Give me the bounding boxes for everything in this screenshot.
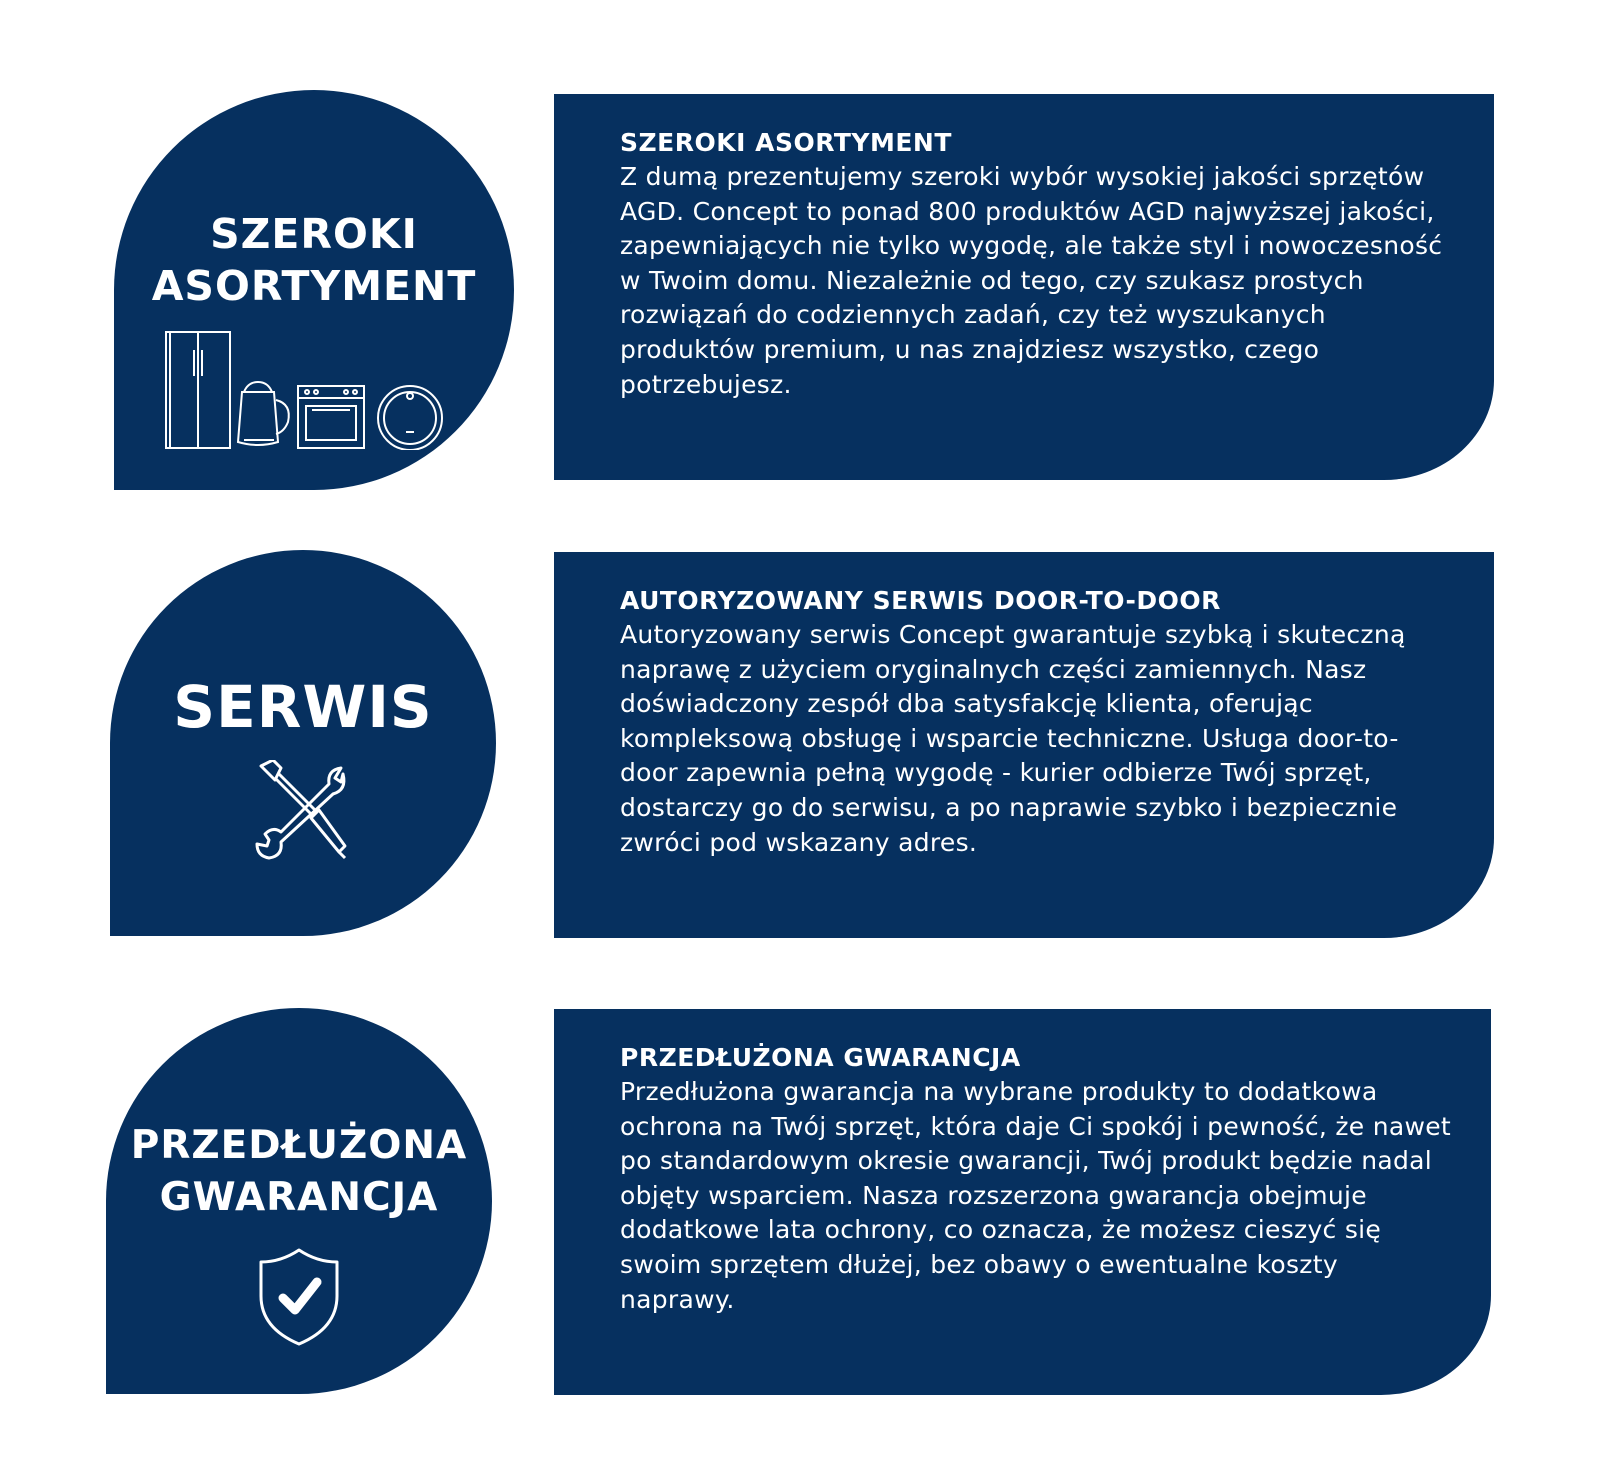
tools-icon [253,760,353,860]
info-panel-assortment [554,94,1494,480]
panel-heading: SZEROKI ASORTYMENT [620,128,952,157]
shield-check-icon [259,1248,339,1346]
panel-text: Z dumą prezentujemy szeroki wybór wysokiej jakości sprzętów AGD. Concept to ponad 800 produktów AGD najwyższej jakości, zapewniających nie tylko wygodę, ale także styl i nowoczesność w Twoim domu. Niezależnie od tego, czy szukasz prostych rozwiązań do codziennych zadań, czy też wyszukanych produktów premium, u nas znajdziesz wszystko, czego potrzebujesz. [620,162,1443,399]
badge-service [110,550,496,936]
info-panel-warranty [554,1009,1491,1395]
appliances-icon [164,330,454,450]
info-panel-service [554,552,1494,938]
panel-text: Autoryzowany serwis Concept gwarantuje szybką i skuteczną naprawę z użyciem oryginalnych części zamiennych. Nasz doświadczony zespół dba satysfakcję klienta, oferując kompleksową obsługę i wsparcie techniczne. Usługa door-to-door zapewnia pełną wygodę - kurier odbierze Twój sprzęt, dostarczy go do serwisu, a po naprawie szybko i bezpiecznie zwróci pod wskazany adres. [620,620,1406,857]
badge-title: SERWIS [173,673,433,741]
badge-title: SZEROKI ASORTYMENT [151,210,477,310]
panel-heading: AUTORYZOWANY SERWIS DOOR-TO-DOOR [620,586,1221,615]
badge-warranty [106,1008,492,1394]
badge-title: PRZEDŁUŻONA GWARANCJA [130,1123,468,1220]
panel-heading: PRZEDŁUŻONA GWARANCJA [620,1043,1021,1072]
badge-assortment [114,90,514,490]
panel-text: Przedłużona gwarancja na wybrane produkty to dodatkowa ochrona na Twój sprzęt, która daje Ci spokój i pewność, że nawet po standardowym okresie gwarancji, Twój produkt będzie nadal objęty wsparciem. Nasza rozszerzona gwarancja obejmuje dodatkowe lata ochrony, co oznacza, że możesz cieszyć się swoim sprzętem dłużej, bez obawy o ewentualne koszty naprawy. [620,1077,1452,1314]
